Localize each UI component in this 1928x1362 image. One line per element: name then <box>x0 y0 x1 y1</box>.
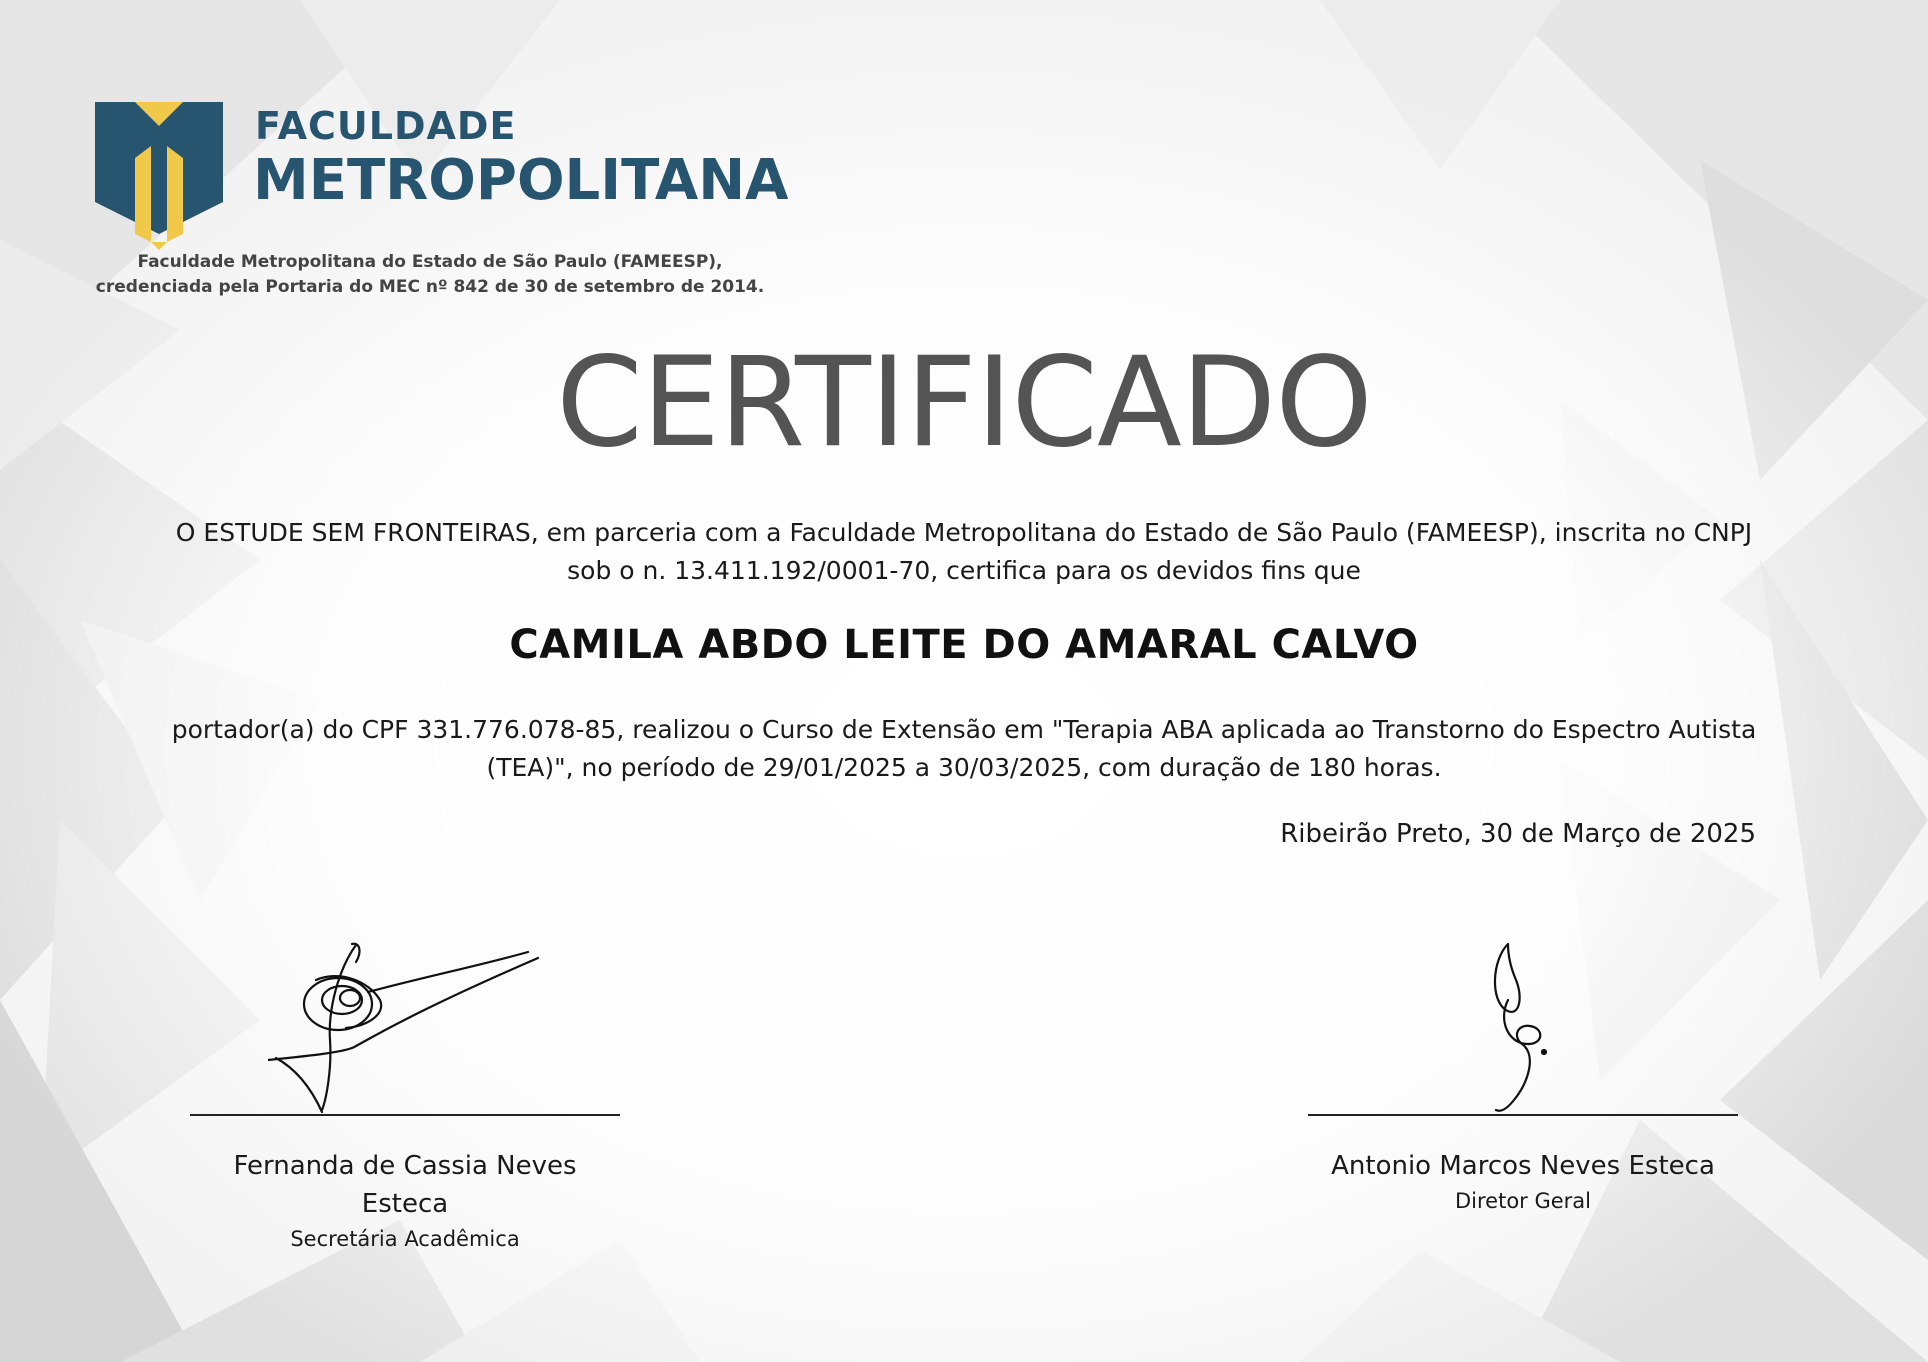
signature-1-role: Secretária Acadêmica <box>290 1227 520 1251</box>
signature-1-block <box>190 1147 620 1255</box>
signature-1-image <box>268 940 546 1120</box>
institution-caption-line2: credenciada pela Portaria do MEC nº 842 de 30 de setembro de 2014. <box>95 277 765 297</box>
institution-logo-icon <box>95 102 223 250</box>
institution-caption-line1: Faculdade Metropolitana do Estado de São Paulo (FAMEESP), <box>137 252 723 272</box>
institution-caption <box>90 250 770 300</box>
signature-2-name: Antonio Marcos Neves Esteca <box>1331 1151 1715 1181</box>
institution-name-line1: FACULDADE <box>255 104 517 148</box>
signature-2-image <box>1478 940 1588 1120</box>
signature-2-block <box>1308 1147 1738 1217</box>
certificate-title: CERTIFICADO <box>556 331 1372 475</box>
certificate-intro: O ESTUDE SEM FRONTEIRAS, em parceria com a Faculdade Metropolitana do Estado de São Paulo (FAMEESP), inscrita no CNPJ sob o n. 13.411.192/0001-70, certifica para os devidos fins que <box>175 518 1753 585</box>
signature-2-role: Diretor Geral <box>1454 1189 1592 1213</box>
place-and-date: Ribeirão Preto, 30 de Março de 2025 <box>1280 819 1756 849</box>
course-description: portador(a) do CPF 331.776.078-85, realizou o Curso de Extensão em "Terapia ABA aplicada ao Transtorno do Espectro Autista (TEA)", no período de 29/01/2025 a 30/03/2025, com duração de 180 horas. <box>171 715 1757 782</box>
recipient-name: CAMILA ABDO LEITE DO AMARAL CALVO <box>509 622 1419 668</box>
institution-name-line2: METROPOLITANA <box>253 148 789 213</box>
signature-1-name: Fernanda de Cassia Neves Esteca <box>233 1151 577 1219</box>
